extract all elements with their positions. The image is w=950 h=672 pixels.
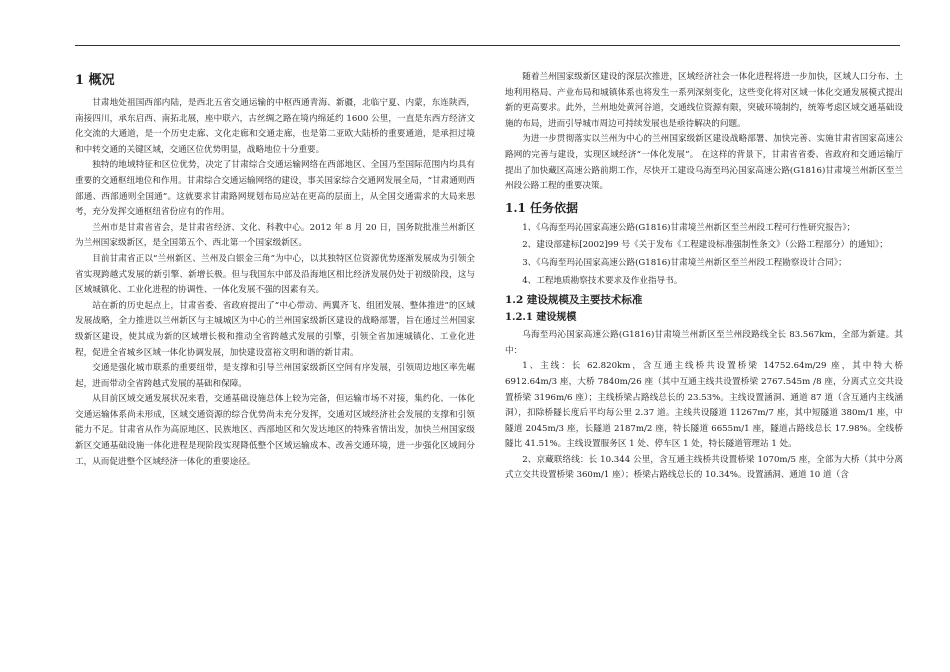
paragraph: 2、京藏联络线：长 10.344 公里，含互通主线桥共设置桥梁 1070m/5 座，全部为大桥（其中分离式立交共设置桥梁 360m/1 座）；桥梁占路线总长的 10.34%。设置涵洞、通道 10 道（含 [505, 454, 903, 481]
paragraph: 兰州市是甘肃省省会，是甘肃省经济、文化、科教中心。2012 年 8 月 20 日，国务院批准兰州新区为兰州国家级新区，是全国第五个、西北第一个国家级新区。 [75, 222, 475, 249]
list-item: 3、《乌海至玛沁国家高速公路(G1816)甘肃境兰州新区至兰州段工程勘察设计合同》； [522, 257, 847, 268]
paragraph: 从目前区域交通发展状况来看，交通基础设施总体上较为完备，但运输市场不对接，集约化、一体化交通运输体系尚未形成，区域交通资源的综合优势尚未充分发挥，交通对区域经济社会发展的支撑和引领能力不足。甘肃省从作为高原地区、民族地区、西部地区和欠发达地区的特殊省情出发，加快兰州国家级新区交通基础设施一体化进程是现阶段实现降低整个区域运输成本、改善交通环境，进一步强化区域间分工，从而促进整个区域经济一体化的重要途径。 [75, 394, 475, 467]
right-column [505, 70, 903, 484]
paragraph: 目前甘肃省正以“兰州新区、兰州及白银金三角”为中心，以其独特区位资源优势逐渐发展成为引领全省实现跨越式发展的新引擎、新增长极。但与我国东中部及沿海地区相比经济发展仍处于初级阶段，这与区域城镇化、工业化进程的协调性、一体化发展不强的因素有关。 [75, 253, 475, 296]
task-basis-list [505, 221, 903, 289]
list-item: 4、工程地质勘察技术要求及作业指导书。 [522, 275, 683, 286]
list-item: 2、建设部建标[2002]99 号《关于发布《工程建设标准强制性条文》（公路工程部分）的通知》； [522, 240, 888, 251]
list-item: 1、《乌海至玛沁国家高速公路(G1816)甘肃境兰州新区至兰州段工程可行性研究报告》； [522, 222, 856, 233]
section-heading-overview: 1 概况 [75, 73, 115, 88]
paragraph: 交通是强化城市联系的重要纽带，是支撑和引导兰州国家级新区空间有序发展，引领周边地区率先崛起，进而带动全省跨越式发展的基础和保障。 [75, 363, 475, 389]
section-heading-scale-standards: 1.2 建设规模及主要技术标准 [505, 294, 643, 307]
paragraph: 站在新的历史起点上，甘肃省委、省政府提出了“中心带动、两翼齐飞、组团发展、整体推进”的区域发展战略，全力推进以兰州新区与主城城区为中心的兰州国家级新区建设的战略部署，旨在通过兰州国家级新区建设，使其成为新的区域增长极和推动全省跨越式发展的引擎，引领全省加速城镇化、工业化进程，促进全省城乡区域一体化协调发展，加快建设富裕文明和谐的新甘肃。 [75, 300, 475, 358]
left-column [75, 70, 475, 470]
section-heading-scale: 1.2.1 建设规模 [505, 312, 577, 324]
paragraph: 为进一步贯彻落实以兰州为中心的兰州国家级新区建设战略部署、加快完善、实施甘肃省国家高速公路网的完善与建设，实现区域经济“一体化发展”。 在这样的背景下，甘肃省省委、省政府和交通运输厅提出了加快藏区高速公路前期工作，尽快开工建设乌海至玛沁国家高速公路(G1816)甘肃境兰州新区至兰州段公路工程的重要决策。 [505, 134, 903, 192]
section-heading-task-basis: 1.1 任务依据 [505, 200, 579, 215]
paragraph: 独特的地域特征和区位优势，决定了甘肃综合交通运输网络在西部地区、全国乃至国际范围内均具有重要的交通枢纽地位和作用。甘肃综合交通运输网络的建设，事关国家综合交通网发展全局，“甘肃通则西部通、西部通则全国通”。这就要求甘肃路网规划布局应站在更高的层面上，从全国交通需求的大局来思考，充分发挥交通枢纽省份应有的作用。 [75, 160, 475, 218]
paragraph: 乌海至玛沁国家高速公路(G1816)甘肃境兰州新区至兰州段路线全长 83.567km，全部为新建。其中： [505, 330, 903, 356]
paragraph: 甘肃地处祖国西部内陆，是西北五省交通运输的中枢西通青海、新疆，北临宁夏、内蒙，东连陕西，南接四川，承东启西、南拓北展，座中联六，古丝绸之路在境内绵延约 1600 公里，一直是东西方经济文化交流的大通道，是一个历史走廊、文化走廊和交通走廊，也是第二亚欧大陆桥的重要通道，是承担过境和中转交通的关键区域，交通区位优势明显，战略地位十分重要。 [75, 98, 475, 155]
header-rule [75, 45, 900, 46]
paragraph: 随着兰州国家级新区建设的深层次推进，区域经济社会一体化进程将进一步加快，区域人口分布、土地利用格局、产业布局和城镇体系也将发生一系列深刻变化，这些变化将对区域一体化交通发展模式提出新的更高要求。此外，兰州地处黄河谷道，交通线位资源有限，突破环境制约，统筹考虑区域交通基础设施的布局，进而引导城市周边可持续发展也是亟待解决的问题。 [505, 72, 903, 129]
paragraph: 1、主线：长 62.820km，含互通主线桥共设置桥梁 14752.64m/29 座，其中特大桥 6912.64m/3 座，大桥 7840m/26 座（其中互通主线共设置桥梁 2767.545m /8 座，分离式立交共设置桥梁 3196m/6 座）；主线桥梁占路线总长的 23.53%。主线设置涵洞、通道 87 道（含互通内主线涵洞），扣除桥隧长度后平均每公里 2.37 道。主线共设隧道 11267m/7 座，其中短隧道 380m/1 座，中隧道 2045m/3 座，长隧道 2187m/2 座，特长隧道 6655m/1 座，隧道占路线总长 17.98%。全线桥隧比 41.51%。主线设置服务区 1 处、停车区 1 处，特长隧道管理站 1 处。 [505, 361, 903, 450]
